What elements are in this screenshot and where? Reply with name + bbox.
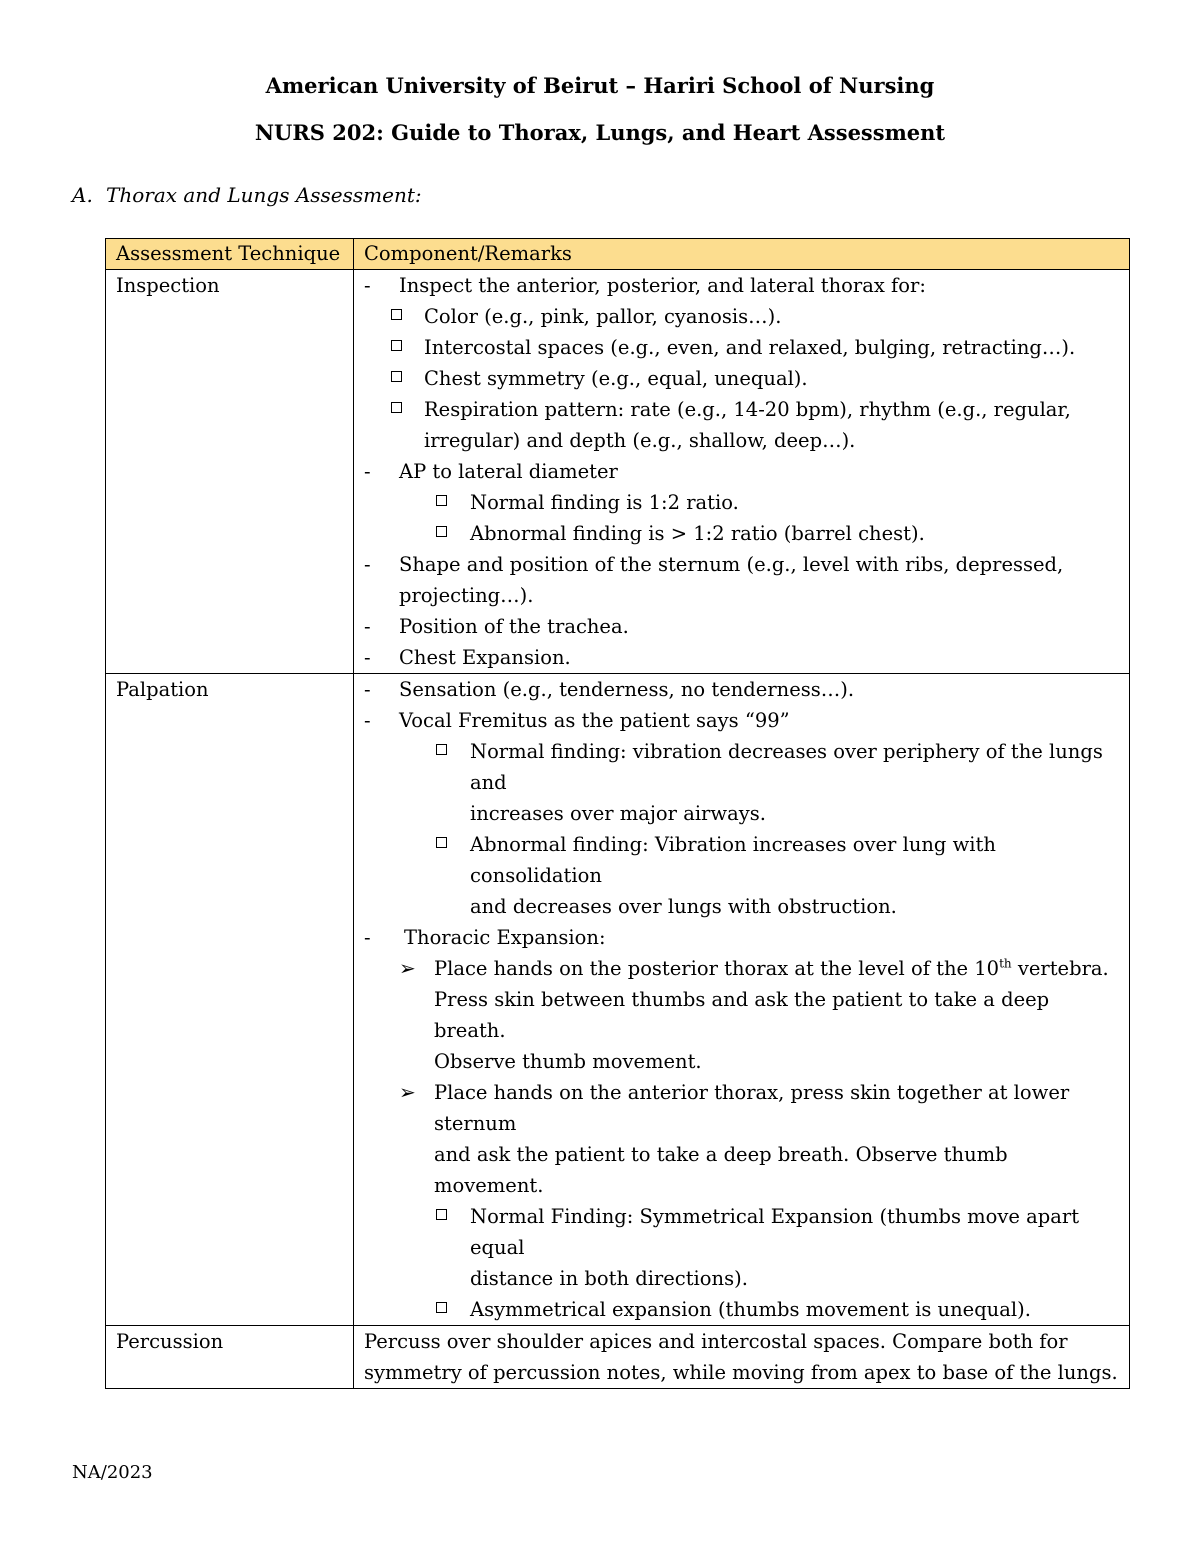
cell-technique-palpation: Palpation [106, 674, 354, 1326]
list-item-continuation: and ask the patient to take a deep breath. Observe thumb movement. [434, 1143, 1008, 1197]
list-item: - Vocal Fremitus as the patient says “99” [364, 705, 1119, 736]
square-bullet-icon [436, 1209, 447, 1220]
dash-bullet: - [364, 646, 371, 669]
list-item: - Inspect the anterior, posterior, and lateral thorax for: [364, 270, 1119, 301]
dash-bullet: - [364, 615, 371, 638]
square-bullet-icon [436, 526, 447, 537]
square-bullet-icon [391, 309, 402, 320]
cell-remarks-percussion: Percuss over shoulder apices and intercostal spaces. Compare both for symmetry of percussion notes, while moving from apex to base of the lungs. [354, 1326, 1130, 1389]
list-item: - Chest Expansion. [364, 642, 1119, 673]
list-item: Normal finding is 1:2 ratio. [364, 487, 1119, 518]
assessment-table [105, 238, 1130, 1389]
list-item-continuation: and decreases over lungs with obstruction. [470, 895, 897, 918]
table-row-inspection [106, 270, 1130, 674]
list-item: Respiration pattern: rate (e.g., 14-20 bpm), rhythm (e.g., regular, [364, 394, 1119, 425]
cell-technique-inspection: Inspection [106, 270, 354, 674]
square-bullet-icon [436, 837, 447, 848]
square-bullet-icon [436, 744, 447, 755]
dash-bullet: - [364, 460, 371, 483]
cell-technique-percussion: Percussion [106, 1326, 354, 1389]
course-title: NURS 202: Guide to Thorax, Lungs, and Heart Assessment [254, 120, 946, 145]
table-row-percussion [106, 1326, 1130, 1389]
cell-remarks-palpation [354, 674, 1130, 1326]
list-item: Abnormal finding: Vibration increases over lung with consolidation [364, 829, 1119, 891]
section-heading [72, 183, 422, 207]
dash-bullet: - [364, 678, 371, 701]
list-item: Asymmetrical expansion (thumbs movement is unequal). [364, 1294, 1119, 1325]
list-item: Chest symmetry (e.g., equal, unequal). [364, 363, 1119, 394]
dash-bullet: - [364, 274, 371, 297]
list-item: Normal Finding: Symmetrical Expansion (thumbs move apart equal [364, 1201, 1119, 1263]
square-bullet-icon [391, 371, 402, 382]
section-letter: A. [72, 183, 93, 207]
list-item: - Sensation (e.g., tenderness, no tenderness…). [364, 674, 1119, 705]
list-item-continuation: increases over major airways. [470, 802, 766, 825]
col-header-remarks: Component/Remarks [354, 239, 1130, 270]
square-bullet-icon [436, 495, 447, 506]
list-item-continuation: Observe thumb movement. [434, 1050, 702, 1073]
list-item: Abnormal finding is > 1:2 ratio (barrel chest). [364, 518, 1119, 549]
square-bullet-icon [391, 402, 402, 413]
list-item: - Thoracic Expansion: [364, 922, 1119, 953]
list-item: ➢ Place hands on the posterior thorax at the level of the 10th vertebra. [364, 953, 1119, 984]
list-item-continuation: projecting…). [399, 584, 534, 607]
dash-bullet: - [364, 553, 371, 576]
list-item: Normal finding: vibration decreases over periphery of the lungs and [364, 736, 1119, 798]
list-item-continuation: Press skin between thumbs and ask the patient to take a deep breath. [434, 988, 1050, 1042]
list-item: Intercostal spaces (e.g., even, and relaxed, bulging, retracting…). [364, 332, 1119, 363]
arrow-bullet-icon: ➢ [399, 956, 416, 980]
dash-bullet: - [364, 926, 371, 949]
table-header-row [106, 239, 1130, 270]
list-item-continuation: irregular) and depth (e.g., shallow, deep…). [424, 429, 856, 452]
list-item: ➢ Place hands on the anterior thorax, press skin together at lower sternum [364, 1077, 1119, 1139]
institution-title: American University of Beirut – Hariri School of Nursing [265, 73, 935, 98]
col-header-technique: Assessment Technique [106, 239, 354, 270]
dash-bullet: - [364, 709, 371, 732]
list-item: - AP to lateral diameter [364, 456, 1119, 487]
cell-remarks-inspection [354, 270, 1130, 674]
square-bullet-icon [391, 340, 402, 351]
square-bullet-icon [436, 1302, 447, 1313]
arrow-bullet-icon: ➢ [399, 1080, 416, 1104]
table-row-palpation [106, 674, 1130, 1326]
list-item-continuation: distance in both directions). [470, 1267, 748, 1290]
list-item: - Position of the trachea. [364, 611, 1119, 642]
list-item: - Shape and position of the sternum (e.g., level with ribs, depressed, [364, 549, 1119, 580]
footer-code: NA/2023 [72, 1462, 153, 1483]
section-title: Thorax and Lungs Assessment: [106, 183, 422, 207]
list-item: Color (e.g., pink, pallor, cyanosis…). [364, 301, 1119, 332]
